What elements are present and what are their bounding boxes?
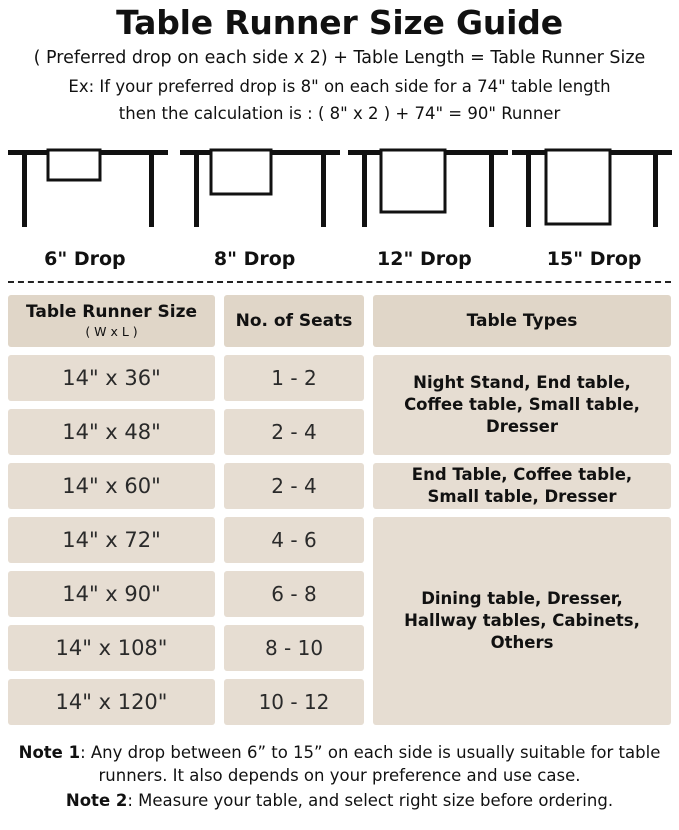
column-size [8, 295, 215, 733]
header-size [8, 295, 215, 347]
note-2 [10, 789, 669, 812]
section-divider [8, 281, 671, 283]
notes-section [10, 741, 669, 813]
table-row: 6 - 8 [224, 571, 364, 617]
table-illustration-8in [180, 150, 340, 227]
drop-label-row [0, 248, 679, 270]
note-1 [10, 741, 669, 788]
table-row: 4 - 6 [224, 517, 364, 563]
table-row: 14" x 36" [8, 355, 215, 401]
table-illustration-6in [8, 150, 168, 227]
example-line-1: Ex: If your preferred drop is 8" on each side for a 74" table length [68, 76, 611, 96]
formula-line: ( Preferred drop on each side x 2) + Table Length = Table Runner Size [33, 47, 646, 68]
header-seats-label: No. of Seats [235, 310, 353, 331]
example-line-2: then the calculation is : ( 8" x 2 ) + 74" = 90" Runner [118, 104, 561, 124]
note-2-text: : Measure your table, and select right size before ordering. [127, 791, 614, 811]
size-guide-page [0, 4, 679, 830]
table-illustration-12in [348, 150, 508, 227]
table-row: 8 - 10 [224, 625, 364, 671]
type-group-2: End Table, Coffee table, Small table, Dresser [373, 463, 671, 509]
drop-label-8: 8" Drop [213, 247, 296, 270]
drop-diagram [0, 134, 679, 274]
header-seats [224, 295, 364, 347]
table-row: 14" x 108" [8, 625, 215, 671]
drop-label-15: 15" Drop [546, 247, 642, 270]
header-size-label: Table Runner Size [25, 302, 198, 323]
table-row: 2 - 4 [224, 409, 364, 455]
page-title: Table Runner Size Guide [116, 3, 563, 42]
type-group-1: Night Stand, End table, Coffee table, Small table, Dresser [373, 355, 671, 455]
table-illustration-15in [512, 150, 672, 227]
column-types [373, 295, 671, 733]
table-row: 14" x 48" [8, 409, 215, 455]
header-types-label: Table Types [466, 310, 578, 331]
column-seats [224, 295, 364, 733]
table-row: 14" x 90" [8, 571, 215, 617]
size-table [8, 295, 671, 733]
note-1-label: Note 1 [18, 742, 81, 762]
drop-label-6: 6" Drop [44, 247, 126, 270]
table-row: 1 - 2 [224, 355, 364, 401]
table-row: 14" x 72" [8, 517, 215, 563]
table-row: 14" x 120" [8, 679, 215, 725]
note-1-text: : Any drop between 6” to 15” on each side is usually suitable for table runners. It also depends on your preference and use case. [80, 742, 661, 786]
table-row: 14" x 60" [8, 463, 215, 509]
table-row: 10 - 12 [224, 679, 364, 725]
note-2-label: Note 2 [65, 791, 128, 811]
type-group-3: Dining table, Dresser, Hallway tables, Cabinets, Others [373, 517, 671, 725]
drop-label-12: 12" Drop [377, 247, 472, 270]
header-types [373, 295, 671, 347]
header-size-sublabel: ( W x L ) [85, 324, 138, 340]
table-drop-illustrations [0, 134, 679, 244]
table-row: 2 - 4 [224, 463, 364, 509]
